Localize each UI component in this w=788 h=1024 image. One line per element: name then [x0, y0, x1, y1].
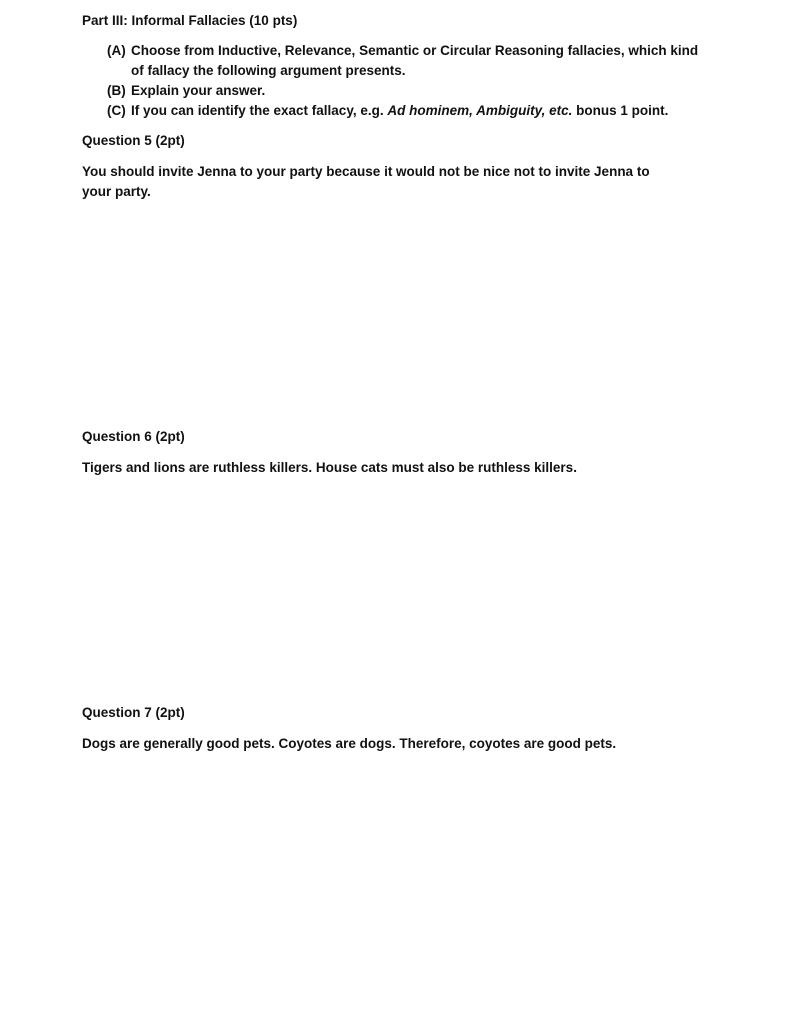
- question-5-prompt: You should invite Jenna to your party because it would not be nice not to invite Jenna to your party.: [82, 164, 650, 199]
- question-6-heading: Question 6 (2pt): [82, 429, 185, 444]
- instruction-c-text: [131, 101, 731, 121]
- instruction-a-text: Choose from Inductive, Relevance, Semantic or Circular Reasoning fallacies, which kind of fallacy the following argument presents.: [131, 43, 699, 78]
- question-7-heading: Question 7 (2pt): [82, 705, 185, 720]
- instruction-c-text-after: bonus 1 point.: [576, 103, 669, 118]
- instruction-c-label: (C): [107, 103, 126, 118]
- instruction-c-text-before: If you can identify the exact fallacy, e.g.: [131, 103, 384, 118]
- instruction-b-label: (B): [107, 83, 126, 98]
- part-heading: Part III: Informal Fallacies (10 pts): [82, 13, 298, 28]
- question-7-prompt: Dogs are generally good pets. Coyotes are dogs. Therefore, coyotes are good pets.: [82, 736, 617, 751]
- instruction-c-text-italic: Ad hominem, Ambiguity, etc.: [387, 103, 573, 118]
- question-5-heading: Question 5 (2pt): [82, 133, 185, 148]
- question-6-prompt: Tigers and lions are ruthless killers. House cats must also be ruthless killers.: [82, 460, 577, 475]
- instruction-a-label: (A): [107, 43, 126, 58]
- instruction-b-text: Explain your answer.: [131, 83, 266, 98]
